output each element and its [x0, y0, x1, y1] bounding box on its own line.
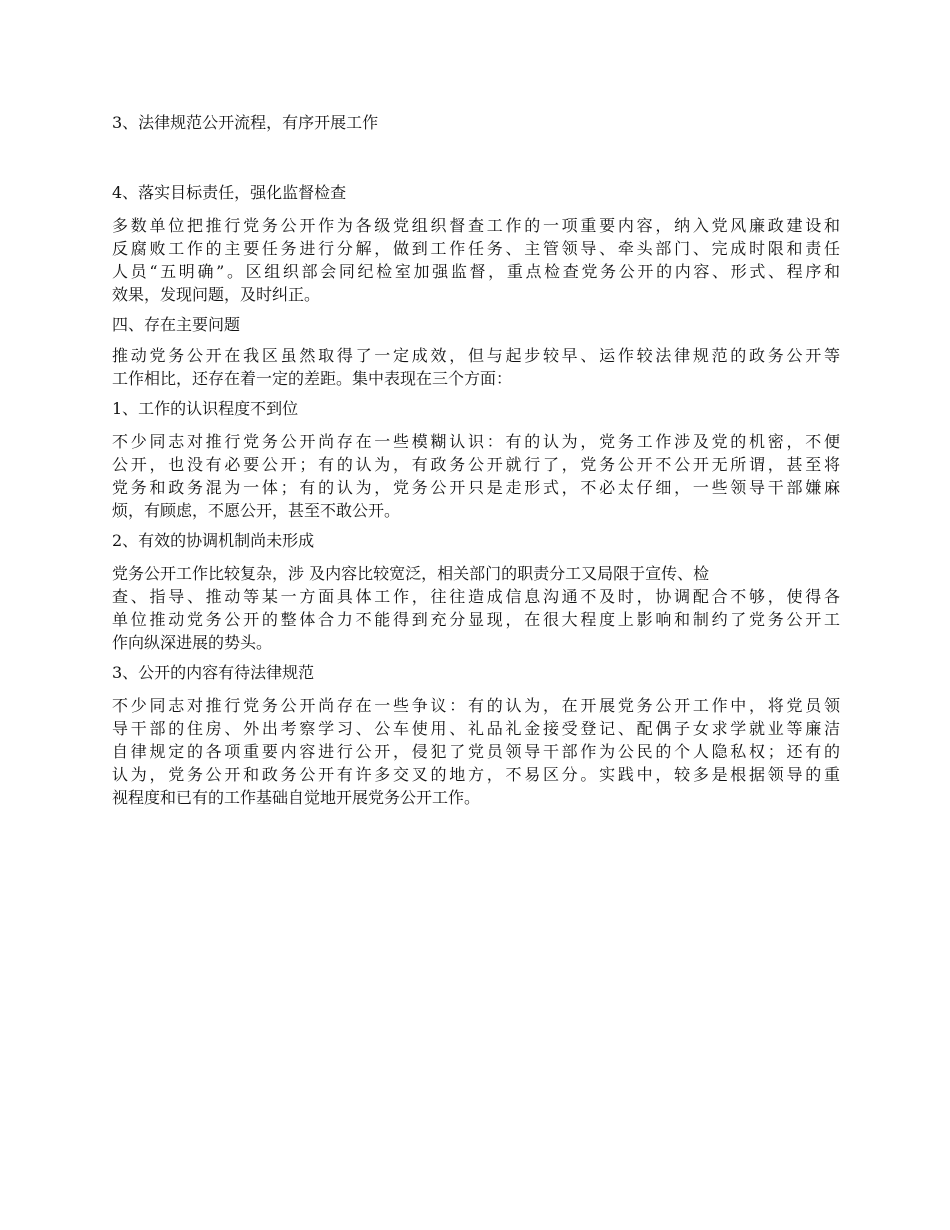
text-line: 人员“五明确”。区组织部会同纪检室加强监督，重点检查党务公开的内容、形式、程序和: [112, 262, 840, 281]
text-line: 烦，有顾虑，不愿公开，甚至不敢公开。: [112, 501, 401, 520]
text-line: 反腐败工作的主要任务进行分解，做到工作任务、主管领导、牵头部门、完成时限和责任: [112, 239, 840, 258]
paragraph-problem-2: [112, 562, 840, 654]
paragraph-problems-intro: [112, 344, 840, 390]
text-line: 自律规定的各项重要内容进行公开，侵犯了党员领导干部作为公民的个人隐私权；还有的: [112, 742, 840, 761]
text-line: 效果，发现问题，及时纠正。: [112, 285, 321, 304]
heading-problems: 四、存在主要问题: [112, 315, 241, 334]
text-line: 推动党务公开在我区虽然取得了一定成效，但与起步较早、运作较法律规范的政务公开等: [112, 346, 840, 365]
text-line: 不少同志对推行党务公开尚存在一些模糊认识：有的认为，党务工作涉及党的机密，不便: [112, 432, 840, 451]
text-line: 查、指导、推动等某一方面具体工作，往往造成信息沟通不及时，协调配合不够，使得各: [112, 587, 840, 606]
text-line: 不少同志对推行党务公开尚存在一些争议：有的认为，在开展党务公开工作中，将党员领: [112, 696, 840, 715]
heading-4-targets: 4、落实目标责任，强化监督检查: [112, 183, 347, 202]
heading-3-process: 3、法律规范公开流程，有序开展工作: [112, 113, 379, 132]
text-line: 公开，也没有必要公开；有的认为，有政务公开就行了，党务公开不公开无所谓，甚至将: [112, 455, 840, 474]
text-line: 党务和政务混为一体；有的认为，党务公开只是走形式，不必太仔细，一些领导干部嫌麻: [112, 478, 840, 497]
text-line: 作向纵深进展的势头。: [112, 633, 273, 652]
text-line: 党务公开工作比较复杂，涉 及内容比较宽泛，相关部门的职责分工又局限于宣传、检: [112, 564, 710, 583]
paragraph-problem-3: [112, 694, 840, 809]
paragraph-supervision: [112, 214, 840, 306]
text-line: 单位推动党务公开的整体合力不能得到充分显现，在很大程度上影响和制约了党务公开工: [112, 610, 840, 629]
text-line: 多数单位把推行党务公开作为各级党组织督查工作的一项重要内容，纳入党风廉政建设和: [112, 216, 840, 235]
heading-problem-1: 1、工作的认识程度不到位: [112, 399, 299, 418]
document-page: [112, 110, 840, 809]
text-line: 视程度和已有的工作基础自觉地开展党务公开工作。: [112, 788, 481, 807]
heading-problem-3: 3、公开的内容有待法律规范: [112, 663, 315, 682]
paragraph-problem-1: [112, 430, 840, 522]
text-line: 导干部的住房、外出考察学习、公车使用、礼品礼金接受登记、配偶子女求学就业等廉洁: [112, 719, 840, 738]
heading-problem-2: 2、有效的协调机制尚未形成: [112, 531, 315, 550]
text-line: 认为，党务公开和政务公开有许多交叉的地方，不易区分。实践中，较多是根据领导的重: [112, 765, 840, 784]
text-line: 工作相比，还存在着一定的差距。集中表现在三个方面：: [112, 369, 513, 388]
